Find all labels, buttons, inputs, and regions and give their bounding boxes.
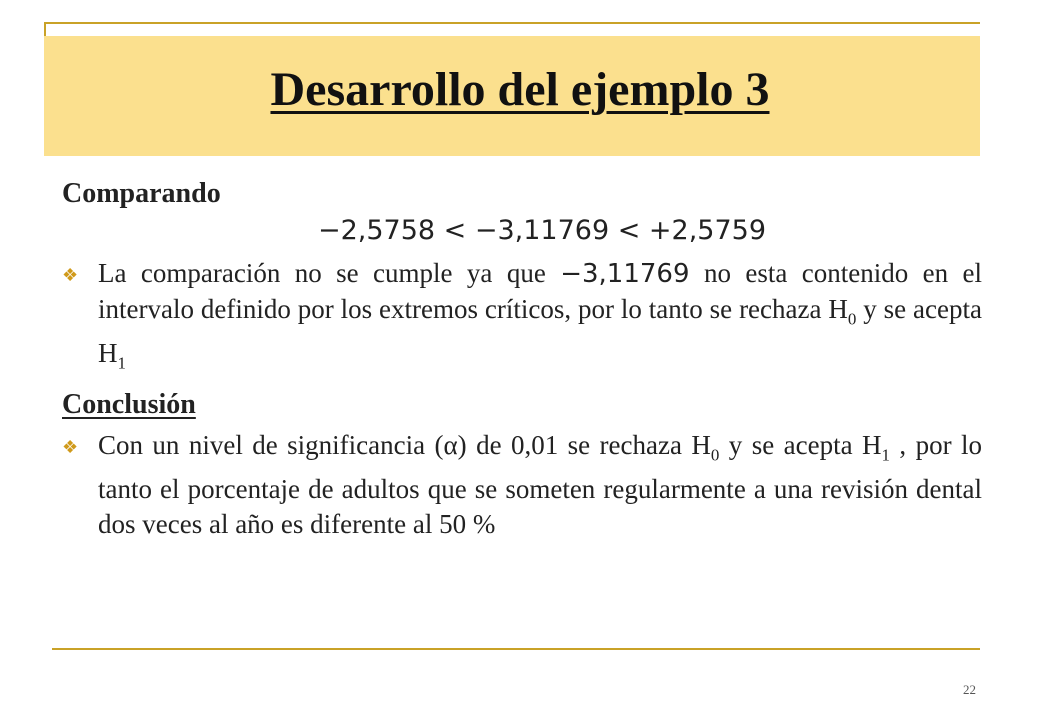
inequality-line: −2,5758 < −3,11769 < +2,5759	[317, 215, 767, 246]
bullet-item-conclusion	[62, 428, 982, 542]
slide-content	[62, 176, 982, 546]
section-heading-conclusion: Conclusión	[62, 388, 196, 420]
top-rule	[44, 22, 980, 24]
bullet-item-comparison	[62, 256, 982, 381]
diamond-bullet-icon: ❖	[62, 265, 79, 285]
page-title: Desarrollo del ejemplo 3	[270, 63, 770, 116]
diamond-bullet-icon: ❖	[62, 436, 79, 457]
section-heading-comparando: Comparando	[62, 178, 221, 209]
page-number: 22	[963, 682, 976, 697]
bullet-text-comparison: La comparación no se cumple ya que −3,11769 no esta contenido en el intervalo definido por los extremos críticos, por lo tanto se rechaza $H_0$ y se acepta $H_1$	[98, 258, 982, 373]
bullet-text-conclusion: Con un nivel de significancia (α) de 0,01 se rechaza $H_0$ y se acepta $H_1$ , por lo tanto el porcentaje de adultos que se someten regularmente a una revisión dental dos veces al año es diferente al 50 %	[98, 429, 982, 540]
bottom-rule	[52, 648, 980, 650]
